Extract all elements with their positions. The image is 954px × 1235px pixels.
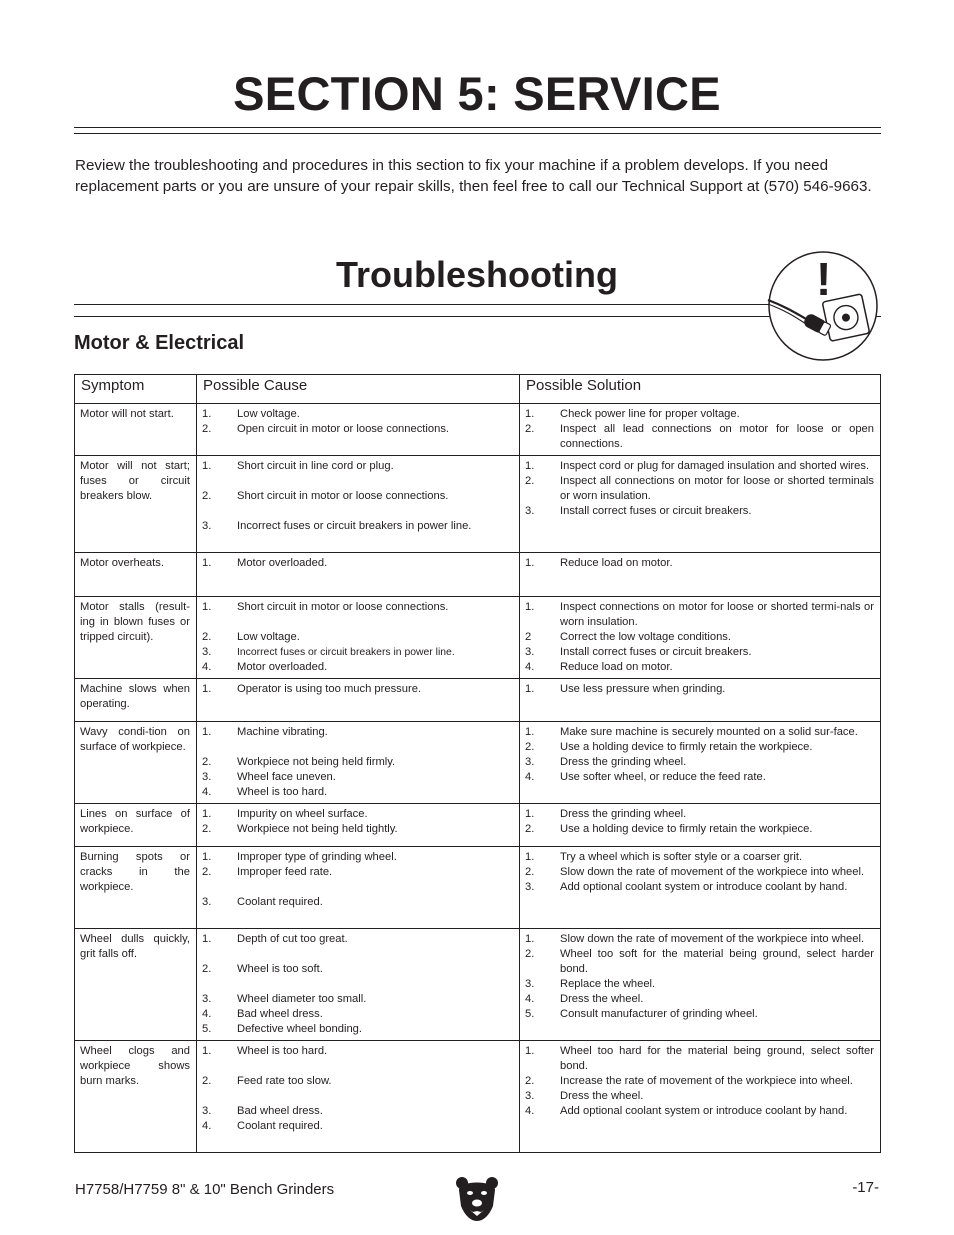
item-text: Correct the low voltage conditions. bbox=[560, 631, 732, 643]
item-text: Defective wheel bonding. bbox=[237, 1023, 363, 1035]
cause-item bbox=[202, 992, 513, 1007]
solution-cell bbox=[520, 679, 881, 722]
item-text: Wheel too hard for the material being ground, select softer bond. bbox=[560, 1045, 874, 1072]
item-text: Add optional coolant system or introduce coolant by hand. bbox=[560, 881, 848, 893]
item-number: 2. bbox=[525, 823, 535, 835]
symptom-cell: Wheel dulls quickly, grit falls off. bbox=[75, 929, 197, 1041]
cause-item bbox=[202, 519, 513, 534]
table-row bbox=[75, 722, 881, 804]
item-number: 1. bbox=[525, 408, 535, 420]
solution-item bbox=[525, 1044, 874, 1074]
solution-item bbox=[525, 770, 874, 785]
item-text: Operator is using too much pressure. bbox=[237, 683, 422, 695]
cause-item bbox=[202, 407, 513, 422]
solution-item bbox=[525, 645, 874, 660]
item-number: 4. bbox=[525, 771, 535, 783]
solution-item bbox=[525, 992, 874, 1007]
item-number: 4. bbox=[525, 1105, 535, 1117]
cause-item bbox=[202, 807, 513, 822]
item-text: Consult manufacturer of grinding wheel. bbox=[560, 1008, 758, 1020]
cause-item bbox=[202, 645, 513, 660]
item-text: Reduce load on motor. bbox=[560, 661, 673, 673]
item-text: Inspect all connections on motor for loose or shorted terminals or worn insulation. bbox=[560, 475, 874, 502]
item-number: 1. bbox=[525, 808, 535, 820]
table-row bbox=[75, 929, 881, 1041]
cause-item bbox=[202, 489, 513, 504]
solution-item bbox=[525, 474, 874, 504]
troubleshooting-rule bbox=[74, 304, 774, 305]
item-text: Dress the grinding wheel. bbox=[560, 756, 687, 768]
solution-item bbox=[525, 977, 874, 992]
item-number: 3. bbox=[525, 881, 535, 893]
solution-cell bbox=[520, 804, 881, 847]
item-number: 4. bbox=[525, 661, 535, 673]
cause-item bbox=[202, 1007, 513, 1022]
solution-item bbox=[525, 807, 874, 822]
solution-item bbox=[525, 459, 874, 474]
cause-item bbox=[202, 1022, 513, 1037]
item-number: 2. bbox=[202, 490, 212, 502]
item-text: Open circuit in motor or loose connections. bbox=[237, 423, 450, 435]
solution-item bbox=[525, 740, 874, 755]
item-number: 1. bbox=[525, 1045, 535, 1057]
item-number: 1. bbox=[525, 726, 535, 738]
item-number: 1. bbox=[525, 601, 535, 613]
item-text: Dress the grinding wheel. bbox=[560, 808, 687, 820]
solution-cell bbox=[520, 1041, 881, 1153]
solution-item bbox=[525, 1074, 874, 1089]
cause-item bbox=[202, 725, 513, 740]
grizzly-bear-logo-icon bbox=[455, 1176, 499, 1222]
solution-item bbox=[525, 755, 874, 770]
item-number: 3. bbox=[525, 505, 535, 517]
item-number: 3. bbox=[202, 1105, 212, 1117]
intro-paragraph: Review the troubleshooting and procedures in this section to fix your machine if a problem develops. If you need replacement parts or you are unsure of your repair skills, then feel free to call our Technical Support at (570) 546-9663. bbox=[75, 157, 872, 195]
symptom-cell: Motor stalls (result-ing in blown fuses or tripped circuit). bbox=[75, 597, 197, 679]
item-number: 4. bbox=[202, 1120, 212, 1132]
symptom-cell: Motor will not start. bbox=[75, 404, 197, 456]
cause-item bbox=[202, 556, 513, 571]
symptom-cell: Lines on surface of workpiece. bbox=[75, 804, 197, 847]
symptom-cell: Motor will not start; fuses or circuit breakers blow. bbox=[75, 456, 197, 553]
symptom-cell: Burning spots or cracks in the workpiece. bbox=[75, 847, 197, 929]
item-text: Depth of cut too great. bbox=[237, 933, 348, 945]
item-number: 2. bbox=[202, 963, 212, 975]
cause-item bbox=[202, 1119, 513, 1134]
solution-item bbox=[525, 682, 874, 697]
item-number: 1. bbox=[202, 1045, 212, 1057]
item-text: Incorrect fuses or circuit breakers in power line. bbox=[237, 647, 455, 658]
cause-cell bbox=[197, 722, 520, 804]
item-text: Install correct fuses or circuit breakers. bbox=[560, 505, 752, 517]
solution-item bbox=[525, 422, 874, 452]
symptom-cell: Motor overheats. bbox=[75, 553, 197, 597]
cause-item bbox=[202, 850, 513, 865]
cause-cell bbox=[197, 404, 520, 456]
cause-item bbox=[202, 865, 513, 880]
cause-item bbox=[202, 422, 513, 437]
item-text: Dress the wheel. bbox=[560, 993, 644, 1005]
solution-item bbox=[525, 556, 874, 571]
item-text: Use a holding device to firmly retain the workpiece. bbox=[560, 823, 813, 835]
item-number: 3. bbox=[202, 646, 212, 658]
item-number: 4. bbox=[202, 786, 212, 798]
item-number: 2. bbox=[202, 756, 212, 768]
item-text: Make sure machine is securely mounted on a solid sur-face. bbox=[560, 726, 858, 738]
solution-cell bbox=[520, 597, 881, 679]
solution-cell bbox=[520, 456, 881, 553]
item-text: Inspect connections on motor for loose or shorted termi-nals or worn insulation. bbox=[560, 601, 874, 628]
item-text: Wheel diameter too small. bbox=[237, 993, 367, 1005]
cause-cell bbox=[197, 1041, 520, 1153]
item-number: 2. bbox=[525, 475, 535, 487]
solution-item bbox=[525, 630, 874, 645]
item-number: 2. bbox=[525, 948, 535, 960]
item-number: 3. bbox=[202, 896, 212, 908]
cause-cell bbox=[197, 597, 520, 679]
item-number: 2. bbox=[202, 1075, 212, 1087]
item-text: Dress the wheel. bbox=[560, 1090, 644, 1102]
item-text: Use softer wheel, or reduce the feed rate. bbox=[560, 771, 766, 783]
solution-item bbox=[525, 850, 874, 865]
item-text: Slow down the rate of movement of the workpiece into wheel. bbox=[560, 866, 865, 878]
table-row bbox=[75, 847, 881, 929]
item-text: Try a wheel which is softer style or a coarser grit. bbox=[560, 851, 803, 863]
cause-cell bbox=[197, 804, 520, 847]
cause-item bbox=[202, 1044, 513, 1059]
item-text: Use a holding device to firmly retain the workpiece. bbox=[560, 741, 813, 753]
item-text: Low voltage. bbox=[237, 631, 300, 643]
symptom-cell: Wavy condi-tion on surface of workpiece. bbox=[75, 722, 197, 804]
item-number: 3. bbox=[525, 646, 535, 658]
solution-item bbox=[525, 1007, 874, 1022]
item-number: 2. bbox=[525, 1075, 535, 1087]
item-text: Low voltage. bbox=[237, 408, 300, 420]
cause-item bbox=[202, 1074, 513, 1089]
item-number: 5. bbox=[525, 1008, 535, 1020]
item-text: Workpiece not being held firmly. bbox=[237, 756, 396, 768]
item-number: 4. bbox=[202, 1008, 212, 1020]
item-text: Feed rate too slow. bbox=[237, 1075, 332, 1087]
cause-item bbox=[202, 785, 513, 800]
item-number: 1. bbox=[525, 557, 535, 569]
item-number: 3. bbox=[202, 993, 212, 1005]
item-text: Wheel is too hard. bbox=[237, 1045, 328, 1057]
table-row bbox=[75, 456, 881, 553]
item-text: Inspect all lead connections on motor for loose or open connections. bbox=[560, 423, 874, 450]
item-number: 2 bbox=[525, 631, 532, 643]
solution-item bbox=[525, 947, 874, 977]
item-number: 1. bbox=[525, 460, 535, 472]
item-number: 4. bbox=[202, 661, 212, 673]
header-possible-solution: Possible Solution bbox=[520, 375, 881, 404]
item-text: Check power line for proper voltage. bbox=[560, 408, 740, 420]
item-number: 1. bbox=[202, 408, 212, 420]
solution-item bbox=[525, 725, 874, 740]
header-symptom: Symptom bbox=[75, 375, 197, 404]
cause-item bbox=[202, 682, 513, 697]
item-number: 3. bbox=[202, 771, 212, 783]
item-text: Bad wheel dress. bbox=[237, 1008, 323, 1020]
subsection-title: Motor & Electrical bbox=[74, 332, 245, 354]
item-text: Reduce load on motor. bbox=[560, 557, 673, 569]
title-rule bbox=[74, 127, 881, 128]
item-text: Add optional coolant system or introduce coolant by hand. bbox=[560, 1105, 848, 1117]
item-number: 5. bbox=[202, 1023, 212, 1035]
item-number: 3. bbox=[525, 756, 535, 768]
cause-item bbox=[202, 630, 513, 645]
solution-item bbox=[525, 660, 874, 675]
cause-item bbox=[202, 895, 513, 910]
item-text: Wheel is too hard. bbox=[237, 786, 328, 798]
table-row bbox=[75, 679, 881, 722]
item-text: Increase the rate of movement of the workpiece into wheel. bbox=[560, 1075, 853, 1087]
solution-item bbox=[525, 822, 874, 837]
item-text: Motor overloaded. bbox=[237, 557, 328, 569]
item-number: 1. bbox=[525, 683, 535, 695]
item-text: Wheel face uneven. bbox=[237, 771, 336, 783]
solution-item bbox=[525, 407, 874, 422]
item-text: Wheel too soft for the material being ground, select harder bond. bbox=[560, 948, 874, 975]
item-text: Improper type of grinding wheel. bbox=[237, 851, 397, 863]
solution-item bbox=[525, 1089, 874, 1104]
solution-item bbox=[525, 865, 874, 880]
item-number: 1. bbox=[202, 683, 212, 695]
solution-cell bbox=[520, 404, 881, 456]
table-row bbox=[75, 804, 881, 847]
solution-cell bbox=[520, 553, 881, 597]
item-number: 2. bbox=[202, 423, 212, 435]
item-text: Coolant required. bbox=[237, 896, 323, 908]
item-text: Short circuit in line cord or plug. bbox=[237, 460, 394, 472]
item-number: 2. bbox=[202, 866, 212, 878]
item-number: 2. bbox=[202, 631, 212, 643]
cause-cell bbox=[197, 553, 520, 597]
item-number: 1. bbox=[525, 933, 535, 945]
cause-item bbox=[202, 770, 513, 785]
item-number: 2. bbox=[525, 741, 535, 753]
solution-cell bbox=[520, 847, 881, 929]
solution-item bbox=[525, 932, 874, 947]
item-text: Install correct fuses or circuit breakers. bbox=[560, 646, 752, 658]
item-number: 1. bbox=[202, 460, 212, 472]
cause-cell bbox=[197, 847, 520, 929]
item-number: 2. bbox=[525, 423, 535, 435]
item-number: 2. bbox=[202, 823, 212, 835]
warning-symbol: ! bbox=[816, 253, 832, 305]
item-text: Replace the wheel. bbox=[560, 978, 656, 990]
symptom-cell: Machine slows when operating. bbox=[75, 679, 197, 722]
table-row bbox=[75, 597, 881, 679]
item-number: 1. bbox=[202, 808, 212, 820]
solution-item bbox=[525, 504, 874, 519]
item-text: Wheel is too soft. bbox=[237, 963, 323, 975]
item-text: Use less pressure when grinding. bbox=[560, 683, 726, 695]
item-number: 1. bbox=[202, 557, 212, 569]
cause-item bbox=[202, 1104, 513, 1119]
item-number: 1. bbox=[202, 726, 212, 738]
section-title: SECTION 5: SERVICE bbox=[233, 67, 721, 120]
solution-item bbox=[525, 600, 874, 630]
cause-cell bbox=[197, 456, 520, 553]
table-row bbox=[75, 404, 881, 456]
item-number: 1. bbox=[525, 851, 535, 863]
item-text: Inspect cord or plug for damaged insulation and shorted wires. bbox=[560, 460, 870, 472]
item-number: 3. bbox=[202, 520, 212, 532]
footer-model: H7758/H7759 8" & 10" Bench Grinders bbox=[75, 1181, 335, 1198]
electrical-warning-icon bbox=[764, 250, 882, 362]
troubleshooting-rule-lower bbox=[74, 316, 881, 317]
item-number: 1. bbox=[202, 851, 212, 863]
item-text: Short circuit in motor or loose connections. bbox=[237, 490, 449, 502]
item-text: Short circuit in motor or loose connections. bbox=[237, 601, 449, 613]
cause-item bbox=[202, 822, 513, 837]
item-number: 4. bbox=[525, 993, 535, 1005]
item-text: Workpiece not being held tightly. bbox=[237, 823, 398, 835]
item-text: Impurity on wheel surface. bbox=[237, 808, 368, 820]
item-number: 3. bbox=[525, 978, 535, 990]
item-text: Motor overloaded. bbox=[237, 661, 328, 673]
title-rule-thin bbox=[74, 133, 881, 134]
solution-item bbox=[525, 1104, 874, 1119]
header-possible-cause: Possible Cause bbox=[197, 375, 520, 404]
item-number: 1. bbox=[202, 601, 212, 613]
solution-cell bbox=[520, 929, 881, 1041]
symptom-cell: Wheel clogs and workpiece shows burn marks. bbox=[75, 1041, 197, 1153]
cause-item bbox=[202, 660, 513, 675]
cause-cell bbox=[197, 929, 520, 1041]
item-text: Incorrect fuses or circuit breakers in power line. bbox=[237, 520, 472, 532]
item-text: Improper feed rate. bbox=[237, 866, 333, 878]
item-number: 3. bbox=[525, 1090, 535, 1102]
cause-item bbox=[202, 962, 513, 977]
table-row bbox=[75, 553, 881, 597]
item-text: Coolant required. bbox=[237, 1120, 323, 1132]
cause-item bbox=[202, 600, 513, 615]
cause-item bbox=[202, 932, 513, 947]
item-text: Slow down the rate of movement of the workpiece into wheel. bbox=[560, 933, 865, 945]
table-row bbox=[75, 1041, 881, 1153]
solution-item bbox=[525, 880, 874, 895]
cause-item bbox=[202, 459, 513, 474]
solution-cell bbox=[520, 722, 881, 804]
item-text: Machine vibrating. bbox=[237, 726, 328, 738]
page-number: -17- bbox=[852, 1179, 879, 1196]
troubleshooting-title: Troubleshooting bbox=[336, 254, 618, 295]
item-number: 1. bbox=[202, 933, 212, 945]
troubleshooting-table bbox=[74, 374, 881, 1153]
table-header-row bbox=[75, 375, 881, 404]
item-number: 2. bbox=[525, 866, 535, 878]
cause-item bbox=[202, 755, 513, 770]
item-text: Bad wheel dress. bbox=[237, 1105, 323, 1117]
cause-cell bbox=[197, 679, 520, 722]
